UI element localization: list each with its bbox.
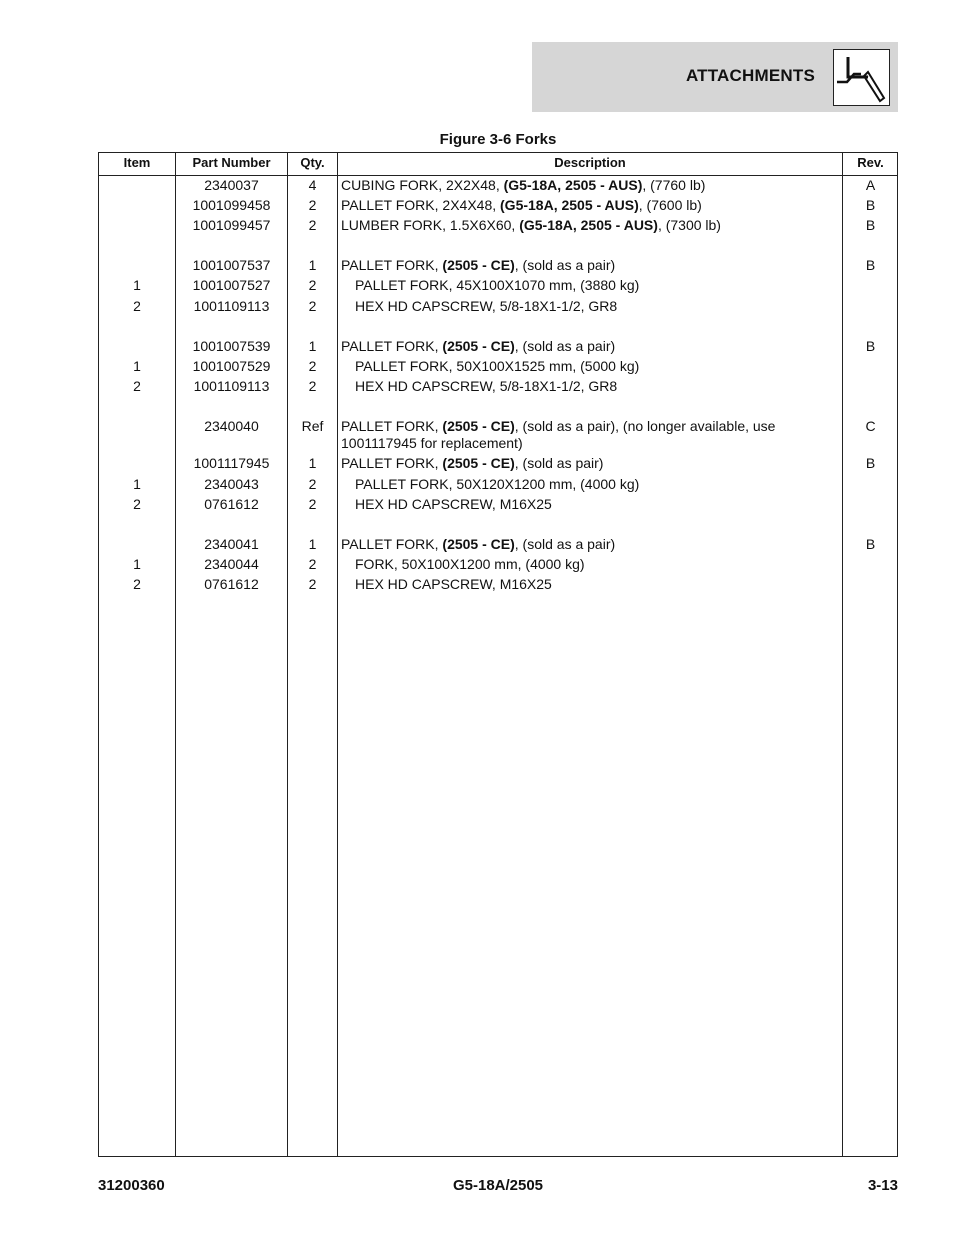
part-number: 1001007529 bbox=[192, 358, 271, 374]
revision: B bbox=[865, 455, 876, 471]
item-number: 1 bbox=[133, 476, 141, 492]
part-number: 2340041 bbox=[204, 536, 259, 552]
quantity: Ref bbox=[301, 418, 324, 434]
description bbox=[341, 378, 837, 395]
description bbox=[341, 418, 837, 452]
revision: B bbox=[865, 536, 876, 552]
footer-model: G5-18A/2505 bbox=[452, 1177, 544, 1194]
description-text: PALLET FORK, 45X100X1070 mm, (3880 kg) bbox=[355, 277, 640, 293]
description-text: HEX HD CAPSCREW, M16X25 bbox=[355, 576, 552, 592]
description-text: , (sold as pair) bbox=[514, 455, 604, 471]
section-title: ATTACHMENTS bbox=[685, 66, 815, 85]
part-number: 2340044 bbox=[204, 556, 259, 572]
part-number: 0761612 bbox=[204, 576, 259, 592]
item-number: 2 bbox=[133, 298, 141, 314]
description-text: HEX HD CAPSCREW, M16X25 bbox=[355, 496, 552, 512]
description-text: PALLET FORK, bbox=[341, 338, 443, 354]
description bbox=[341, 455, 837, 472]
footer-document-number: 31200360 bbox=[98, 1177, 165, 1194]
revision: A bbox=[865, 177, 876, 193]
figure-title: Figure 3-6 Forks bbox=[439, 131, 557, 148]
description bbox=[341, 496, 837, 513]
column-header-description: Description bbox=[554, 155, 626, 170]
quantity: 2 bbox=[308, 476, 317, 492]
model-qualifier: (2505 - CE) bbox=[442, 418, 515, 434]
description-text: PALLET FORK, 50X120X1200 mm, (4000 kg) bbox=[355, 476, 640, 492]
description-text: PALLET FORK, bbox=[341, 418, 443, 434]
description bbox=[341, 197, 837, 214]
description-text: HEX HD CAPSCREW, 5/8-18X1-1/2, GR8 bbox=[355, 378, 618, 394]
description-text: PALLET FORK, bbox=[341, 455, 443, 471]
part-number: 1001007527 bbox=[192, 277, 271, 293]
description-text: HEX HD CAPSCREW, 5/8-18X1-1/2, GR8 bbox=[355, 298, 618, 314]
quantity: 2 bbox=[308, 298, 317, 314]
quantity: 1 bbox=[308, 536, 317, 552]
quantity: 1 bbox=[308, 455, 317, 471]
description-text: , (sold as a pair) bbox=[514, 536, 616, 552]
description bbox=[341, 536, 837, 553]
model-qualifier: (2505 - CE) bbox=[442, 338, 515, 354]
part-number: 2340037 bbox=[204, 177, 259, 193]
part-number: 1001099458 bbox=[192, 197, 271, 213]
description-text: FORK, 50X100X1200 mm, (4000 kg) bbox=[355, 556, 585, 572]
column-header-item: Item bbox=[123, 155, 151, 170]
revision: B bbox=[865, 197, 876, 213]
revision: B bbox=[865, 217, 876, 233]
part-number: 2340043 bbox=[204, 476, 259, 492]
description bbox=[341, 177, 837, 194]
item-number: 2 bbox=[133, 378, 141, 394]
description bbox=[341, 576, 837, 593]
item-number: 1 bbox=[133, 358, 141, 374]
description bbox=[341, 556, 837, 573]
quantity: 2 bbox=[308, 378, 317, 394]
part-number: 0761612 bbox=[204, 496, 259, 512]
description-text: , (sold as a pair), (no longer available, use 1001117945 for replacement) bbox=[341, 418, 776, 451]
model-qualifier: (2505 - CE) bbox=[442, 257, 515, 273]
item-number: 1 bbox=[133, 556, 141, 572]
model-qualifier: (G5-18A, 2505 - AUS) bbox=[503, 177, 643, 193]
revision: B bbox=[865, 257, 876, 273]
model-qualifier: (2505 - CE) bbox=[442, 455, 515, 471]
part-number: 1001099457 bbox=[192, 217, 271, 233]
item-number: 2 bbox=[133, 576, 141, 592]
description bbox=[341, 277, 837, 294]
description bbox=[341, 257, 837, 274]
description-text: PALLET FORK, 50X100X1525 mm, (5000 kg) bbox=[355, 358, 640, 374]
quantity: 2 bbox=[308, 277, 317, 293]
quantity: 1 bbox=[308, 338, 317, 354]
description bbox=[341, 476, 837, 493]
description-text: PALLET FORK, bbox=[341, 536, 443, 552]
description-text: , (sold as a pair) bbox=[514, 338, 616, 354]
revision: B bbox=[865, 338, 876, 354]
description-text: , (7760 lb) bbox=[642, 177, 706, 193]
model-qualifier: (G5-18A, 2505 - AUS) bbox=[519, 217, 658, 233]
quantity: 1 bbox=[308, 257, 317, 273]
footer-page-number: 3-13 bbox=[867, 1177, 898, 1194]
parts-table bbox=[98, 152, 898, 1157]
item-number: 2 bbox=[133, 496, 141, 512]
quantity: 4 bbox=[308, 177, 317, 193]
description-text: LUMBER FORK, 1.5X6X60, bbox=[341, 217, 520, 233]
description-text: , (7600 lb) bbox=[638, 197, 702, 213]
part-number: 1001117945 bbox=[193, 455, 270, 471]
quantity: 2 bbox=[308, 496, 317, 512]
description bbox=[341, 358, 837, 375]
column-header-rev: Rev. bbox=[857, 155, 884, 170]
quantity: 2 bbox=[308, 556, 317, 572]
forklift-attachment-icon bbox=[833, 49, 890, 106]
quantity: 2 bbox=[308, 217, 317, 233]
revision: C bbox=[865, 418, 876, 434]
description bbox=[341, 298, 837, 315]
section-header bbox=[532, 42, 898, 112]
item-number: 1 bbox=[133, 277, 141, 293]
quantity: 2 bbox=[308, 576, 317, 592]
quantity: 2 bbox=[308, 358, 317, 374]
description-text: PALLET FORK, bbox=[341, 257, 443, 273]
part-number: 1001109113 bbox=[193, 378, 270, 394]
description bbox=[341, 217, 837, 234]
quantity: 2 bbox=[308, 197, 317, 213]
part-number: 1001007539 bbox=[192, 338, 271, 354]
column-header-qty: Qty. bbox=[300, 155, 325, 170]
description bbox=[341, 338, 837, 355]
description-text: , (7300 lb) bbox=[657, 217, 721, 233]
model-qualifier: (G5-18A, 2505 - AUS) bbox=[500, 197, 639, 213]
part-number: 1001109113 bbox=[193, 298, 270, 314]
description-text: PALLET FORK, 2X4X48, bbox=[341, 197, 501, 213]
description-text: CUBING FORK, 2X2X48, bbox=[341, 177, 504, 193]
column-header-part-number: Part Number bbox=[192, 155, 271, 170]
part-number: 2340040 bbox=[204, 418, 259, 434]
part-number: 1001007537 bbox=[192, 257, 271, 273]
model-qualifier: (2505 - CE) bbox=[442, 536, 515, 552]
description-text: , (sold as a pair) bbox=[514, 257, 616, 273]
